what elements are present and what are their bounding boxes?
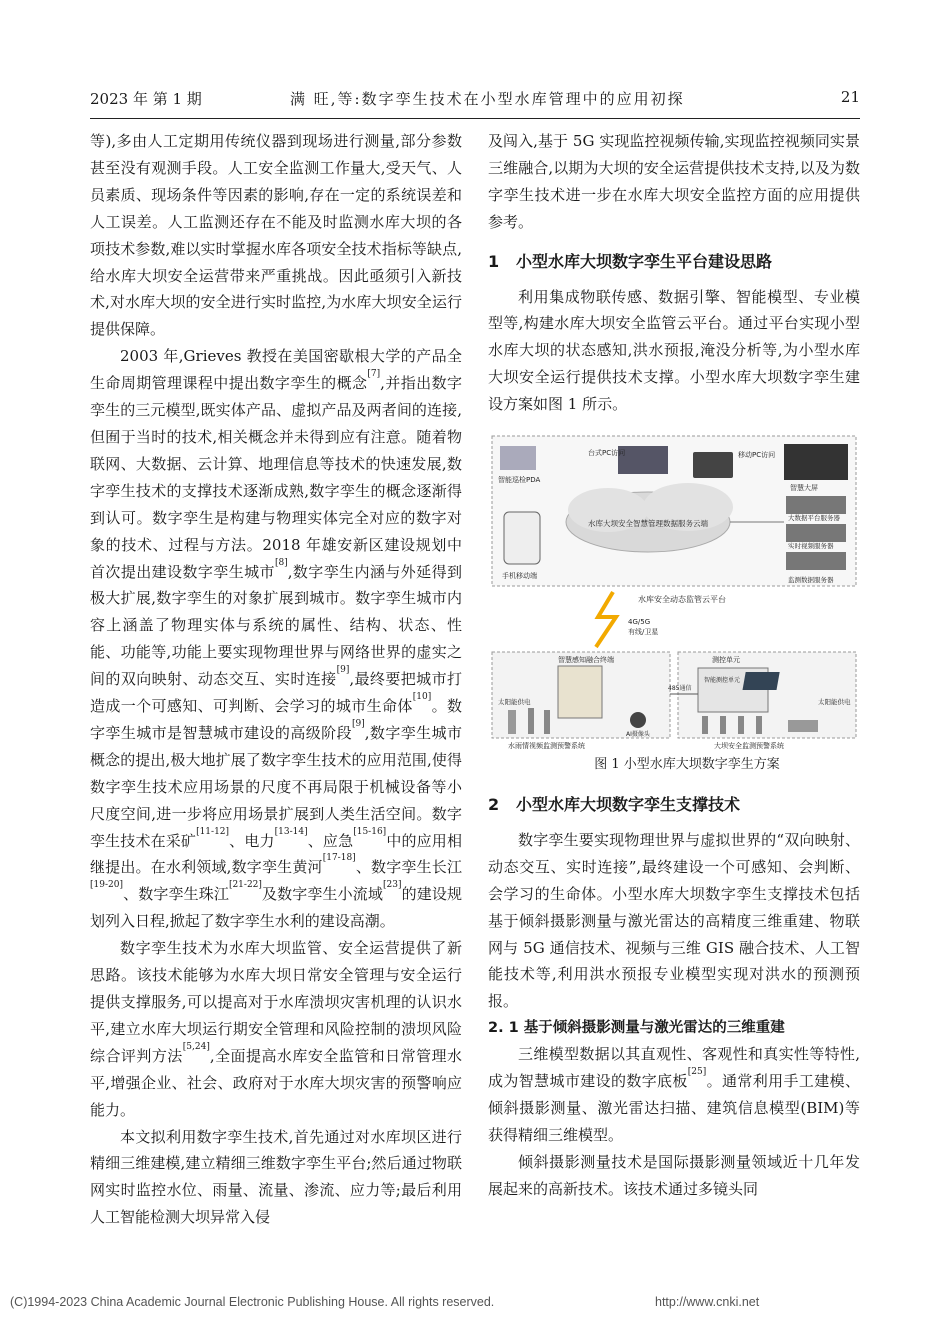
phone-label: 手机移动端 <box>502 572 537 581</box>
phone-icon <box>504 512 540 564</box>
cnki-link[interactable]: http://www.cnki.net <box>655 1295 760 1309</box>
page-number: 21 <box>840 88 860 106</box>
link-label-1: 4G/5G <box>628 618 651 627</box>
server-2-label: 实时视频服务器 <box>788 542 834 551</box>
unit-box-label: 智能测控单元 <box>704 677 741 685</box>
paragraph: 三维模型数据以其直观性、客观性和真实性等特性,成为智慧城市建设的数字底板[25]。通常利用手工建模、倾斜摄影测量、激光雷达扫描、建筑信息模型(BIM)等获得精细三维模型。 <box>488 1045 860 1144</box>
subsection-heading-2-1: 2. 1 基于倾斜摄影测量与激光雷达的三维重建 <box>488 1020 785 1037</box>
server-3-icon <box>786 552 846 570</box>
rain-gauge-icon <box>508 710 516 734</box>
citation: [10] <box>412 692 432 703</box>
solar-panel-icon <box>743 672 780 690</box>
citation: [19-20] <box>90 880 123 891</box>
water-level-icon <box>528 708 534 734</box>
ai-camera-label: AI摄像头 <box>626 731 650 739</box>
citation: [13-14] <box>274 826 308 837</box>
solar-label-2: 太阳能供电 <box>818 698 851 707</box>
right-column <box>488 128 860 1203</box>
section-heading-1: 1 小型水库大坝数字孪生平台建设思路 <box>488 251 773 271</box>
citation: [7] <box>367 369 381 380</box>
left-system-label: 水雨情视频监测预警系统 <box>508 742 585 751</box>
server-2-icon <box>786 524 846 542</box>
flow-meter-icon <box>544 710 550 734</box>
pc-label: 台式PC访问 <box>588 449 626 458</box>
figure-1 <box>488 432 860 752</box>
running-header <box>90 88 860 118</box>
pda-icon <box>500 446 536 470</box>
ai-camera-icon <box>630 712 646 728</box>
citation: [23] <box>383 880 402 891</box>
weir-meter-icon <box>788 720 818 732</box>
mobile-pc-label: 移动PC访问 <box>738 451 776 460</box>
terminal-label: 智慧感知融合终端 <box>558 656 614 665</box>
big-screen-icon <box>784 444 848 480</box>
paragraph: 倾斜摄影测量技术是国际摄影测量领域近十几年发展起来的高新技术。该技术通过多镜头同 <box>488 1152 860 1198</box>
citation: [5,24] <box>182 1041 210 1052</box>
screen-label: 智慧大屏 <box>790 484 818 493</box>
wireless-link-icon <box>596 592 616 647</box>
piezometer-icon <box>702 716 708 734</box>
citation: [11-12] <box>196 826 230 837</box>
server-1-icon <box>786 496 846 514</box>
running-title: 满 旺,等:数字孪生技术在小型水库管理中的应用初探 <box>290 90 685 108</box>
citation: [25] <box>687 1067 707 1078</box>
server-3-label: 监测数据服务器 <box>788 576 834 585</box>
fusion-terminal-icon <box>558 666 602 718</box>
tablet-icon <box>693 452 733 478</box>
citation: [21-22] <box>228 880 262 891</box>
citation: [9] <box>336 665 350 676</box>
left-column <box>90 128 462 1231</box>
copyright-notice: (C)1994-2023 China Academic Journal Electronic Publishing House. All rights reserved. <box>10 1295 495 1309</box>
rs485-label: 485通信 <box>668 685 692 693</box>
link-label-2: 有线/卫星 <box>628 628 659 637</box>
citation: [17-18] <box>322 853 356 864</box>
issue-label: 2023 年 第 1 期 <box>90 90 202 108</box>
paragraph: 利用集成物联传感、数据引擎、智能模型、专业模型等,构建水库大坝安全监管云平台。通过平台实现小型水库大坝的状态感知,洪水预报,淹没分析等,为小型水库大坝安全运行提供技术支撑。小型水库大坝数字孪生建设方案如图 1 所示。 <box>488 287 860 414</box>
section-heading-2: 2 小型水库大坝数字孪生支撑技术 <box>488 794 741 814</box>
citation: [15-16] <box>353 826 387 837</box>
paragraph: 数字孪生技术为水库大坝监管、安全运营提供了新思路。该技术能够为水库大坝日常安全管理与安全运行提供支撑服务,可以提高对于水库溃坝灾害机理的认识水平,建立水库大坝运行期安全管理和风险控制的溃坝风险综合评判方法[5,24],全面提高水库安全监管和日常管理水平,增强企业、社会、政府对于水库大坝灾害的预警响应能力。 <box>90 939 462 1119</box>
pda-label: 智能巡检PDA <box>498 476 541 485</box>
paragraph: 等),多由人工定期用传统仪器到现场进行测量,部分参数甚至没有观测手段。人工安全监测工作量大,受天气、人员素质、现场条件等因素的影响,存在一定的系统误差和人工误差。人工监测还存在不能及时监测水库大坝的各项技术参数,难以实时掌握水库各项安全技术指标等缺点,给水库大坝安全运营带来严重挑战。因此亟须引入新技术,对水库大坝的安全进行实时监控,为水库大坝安全运行提供保障。 <box>90 132 462 339</box>
paragraph: 本文拟利用数字孪生技术,首先通过对水库坝区进行精细三维建模,建立精细三维数字孪生平台;然后通过物联网实时监控水位、雨量、流量、渗流、应力等;最后利用人工智能检测大坝异常入侵 <box>90 1127 462 1227</box>
desktop-pc-icon <box>618 446 668 474</box>
citation: [8] <box>274 557 288 568</box>
figure-caption: 图 1 小型水库大坝数字孪生方案 <box>594 757 780 773</box>
scheme-diagram <box>488 432 860 752</box>
solar-label-1: 太阳能供电 <box>498 698 531 707</box>
header-rule <box>90 118 860 119</box>
unit-label: 测控单元 <box>712 656 740 665</box>
paragraph: 数字孪生要实现物理世界与虚拟世界的“双向映射、动态交互、实时连接”,最终建设一个可感知、会判断、会学习的生命体。小型水库大坝数字孪生支撑技术包括基于倾斜摄影测量与激光雷达的高精度三维重建、物联网与 5G 通信技术、视频与三维 GIS 融合技术、人工智能技术等,利用洪水预报专业模型实现对洪水的预测预报。 <box>488 830 860 1011</box>
paragraph: 2003 年,Grieves 教授在美国密歇根大学的产品全生命周期管理课程中提出数字孪生的概念[7],并指出数字孪生的三元模型,既实体产品、虚拟产品及两者间的连接,但囿于当时的技术,相关概念并未得到应有注意。随着物联网、大数据、云计算、地理信息等技术的快速发展,数字孪生技术的支撑技术逐渐成熟,数字孪生的概念逐渐得到认可。数字孪生是构建与物理实体完全对应的数字对象的技术、过程与方法。2018 年雄安新区建设规划中首次提出建设数字孪生城市[8],数字孪生内涵与外延得到极大扩展,数字孪生的对象扩展到城市。数字孪生城市内容上涵盖了物理实体与系统的属性、结构、状态、性能、功能等,功能上要实现物理世界与网络世界的虚实之间的双向映射、动态交互、实时连接[9],最终要把城市打造成一个可感知、可判断、会学习的城市生命体[10]。数字孪生城市是智慧城市建设的高级阶段[9],数字孪生城市概念的提出,极大地扩展了数字孪生技术的应用范围,使得数字孪生技术应用场景的尺度不再局限于机械设备等小尺度空间,进一步将应用场景扩展到人类生活空间。数字孪生技术在采矿[11-12]、电力[13-14]、应急[15-16]中的应用相继提出。在水利领域,数字孪生黄河[17-18]、数字孪生长江[19-20]、数字孪生珠江[21-22]及数字孪生小流域[23]的建设规划列入日程,掀起了数字孪生水利的建设高潮。 <box>90 347 462 931</box>
cloud-label: 水库大坝安全智慧管理数据服务云端 <box>588 519 708 529</box>
paragraph: 及闯入,基于 5G 实现监控视频传输,实现监控视频同实景三维融合,以期为大坝的安全运营提供技术支持,以及为数字孪生技术进一步在水库大坝安全监控方面的应用提供参考。 <box>488 132 860 231</box>
right-system-label: 大坝安全监测预警系统 <box>714 742 784 751</box>
server-1-label: 大数据平台服务器 <box>788 514 840 523</box>
citation: [9] <box>352 718 365 729</box>
platform-label: 水库安全动态监管云平台 <box>638 595 726 605</box>
